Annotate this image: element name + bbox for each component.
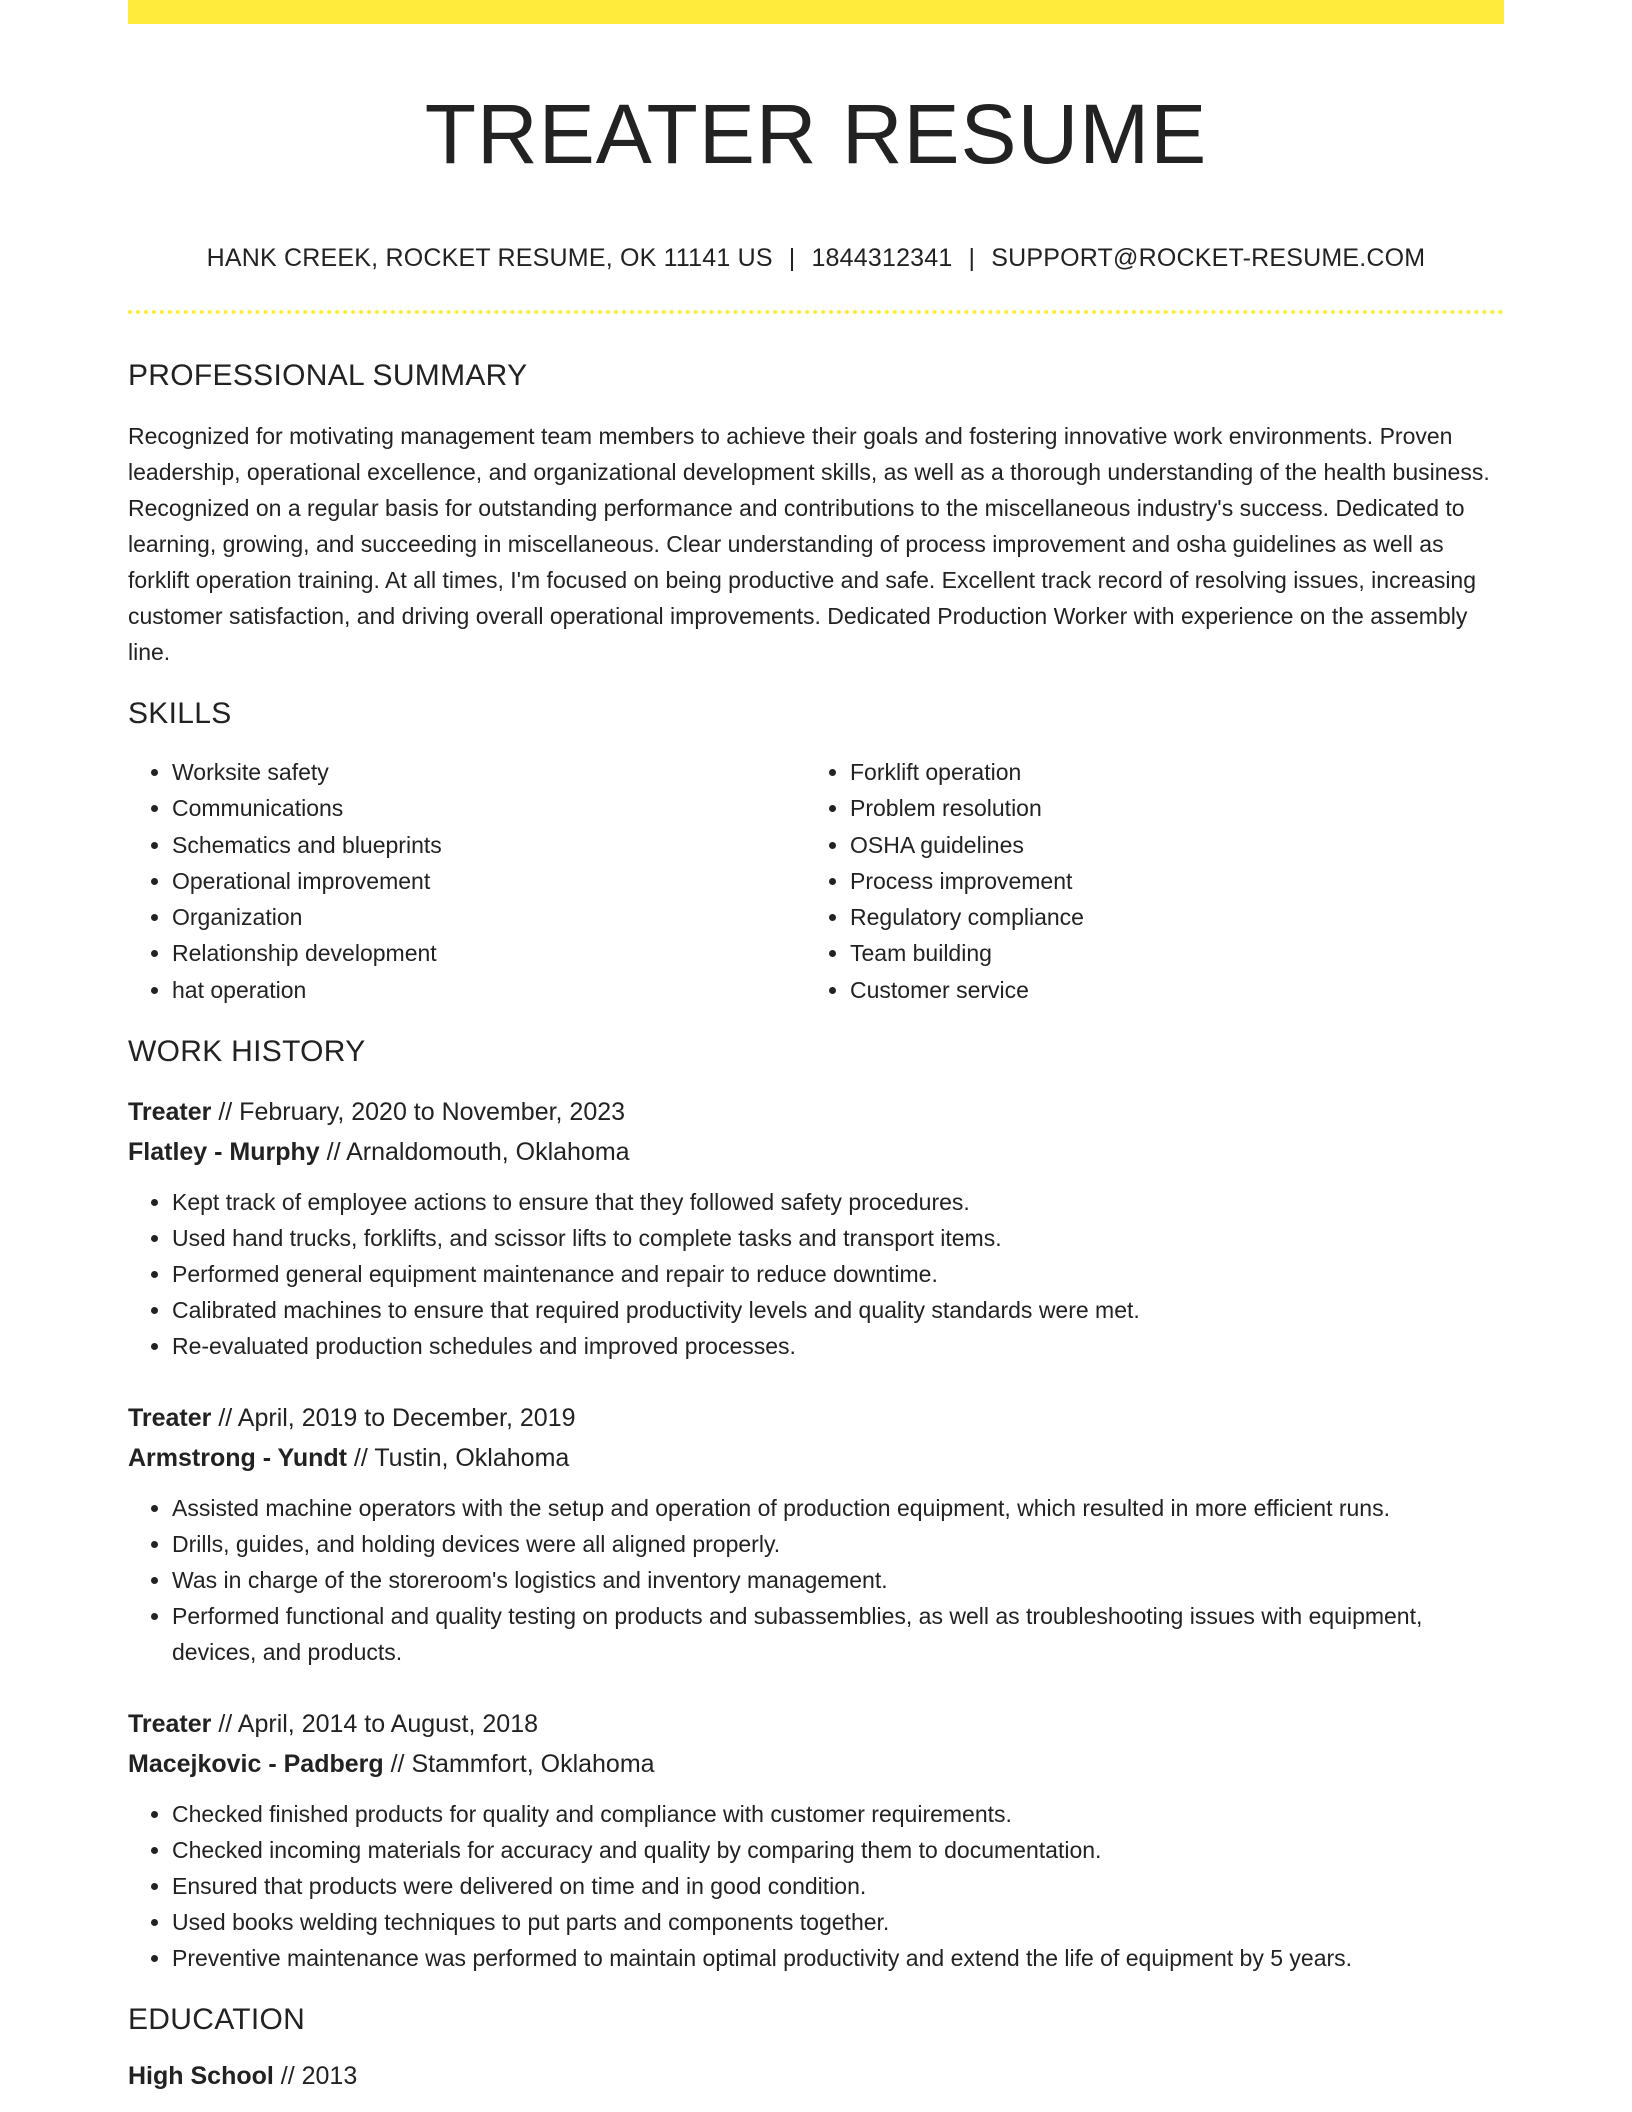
job-role: Treater [128, 1404, 212, 1433]
contact-address: HANK CREEK, ROCKET RESUME, OK 11141 US [206, 244, 773, 272]
job-duty: • Was in charge of the storeroom's logistics and inventory management. [172, 1562, 1504, 1598]
job-duty: • Used hand trucks, forklifts, and scissor lifts to complete tasks and transport items. [172, 1220, 1504, 1256]
accent-bar [128, 0, 1504, 24]
education-year: // 2013 [273, 2062, 358, 2091]
skills-list [128, 754, 1504, 1008]
skill-item: • Organization [172, 899, 806, 935]
job-title-line [128, 1092, 1504, 1132]
skills-column-left [128, 754, 806, 1008]
job-title-line [128, 1704, 1504, 1744]
job-role: Treater [128, 1710, 212, 1739]
job-duty: • Checked incoming materials for accuracy and quality by comparing them to documentation. [172, 1832, 1504, 1868]
skill-item: • Communications [172, 790, 806, 826]
skill-item: • Regulatory compliance [850, 899, 1484, 935]
job-location: // Stammfort, Oklahoma [383, 1750, 655, 1779]
job-location: // Tustin, Oklahoma [346, 1444, 570, 1473]
job-duty: • Calibrated machines to ensure that required productivity levels and quality standards were met. [172, 1292, 1504, 1328]
skill-item: • Relationship development [172, 935, 806, 971]
skills-column-right [806, 754, 1484, 1008]
job-company-line [128, 1132, 1504, 1172]
job-duty: • Kept track of employee actions to ensure that they followed safety procedures. [172, 1184, 1504, 1220]
job-duties [128, 1184, 1504, 1364]
skill-item: • Worksite safety [172, 754, 806, 790]
job-duty: • Drills, guides, and holding devices were all aligned properly. [172, 1526, 1504, 1562]
skill-item: • Schematics and blueprints [172, 827, 806, 863]
summary-text: Recognized for motivating management team members to achieve their goals and fostering innovative work environments. Proven leadership, operational excellence, and organizational development skills, as well as a thorough understanding of the health business. Recognized on a regular basis for outstanding performance and contributions to the miscellaneous industry's success. Dedicated to learning, growing, and succeeding in miscellaneous. Clear understanding of process improvement and osha guidelines as well as forklift operation training. At all times, I'm focused on being productive and safe. Excellent track record of resolving issues, increasing customer satisfaction, and driving overall operational improvements. Dedicated Production Worker with experience on the assembly line. [128, 423, 1490, 665]
skill-item: • OSHA guidelines [850, 827, 1484, 863]
resume-page [128, 0, 1504, 2096]
job-duties [128, 1796, 1504, 1976]
job-duties [128, 1490, 1504, 1670]
skills-heading: SKILLS [128, 697, 232, 730]
job-dates: // April, 2019 to December, 2019 [211, 1404, 576, 1433]
job-dates: // April, 2014 to August, 2018 [211, 1710, 539, 1739]
skill-item: • Team building [850, 935, 1484, 971]
skill-item: • Problem resolution [850, 790, 1484, 826]
skill-item: • Process improvement [850, 863, 1484, 899]
skill-item: • Customer service [850, 972, 1484, 1008]
job-duty: • Checked finished products for quality and compliance with customer requirements. [172, 1796, 1504, 1832]
job-dates: // February, 2020 to November, 2023 [211, 1098, 626, 1127]
job-company-line [128, 1438, 1504, 1478]
contact-separator: | [968, 244, 976, 272]
contact-line [128, 242, 1504, 274]
job-duty: • Performed functional and quality testing on products and subassemblies, as well as troubleshooting issues with equipment, devices, and products. [172, 1598, 1504, 1670]
job-role: Treater [128, 1098, 212, 1127]
contact-separator: | [788, 244, 796, 272]
skill-item: • Operational improvement [172, 863, 806, 899]
skill-item: • hat operation [172, 972, 806, 1008]
job-company: Flatley - Murphy [128, 1138, 320, 1167]
resume-title: TREATER RESUME [424, 87, 1208, 181]
job-location: // Arnaldomouth, Oklahoma [319, 1138, 630, 1167]
job-duty: • Ensured that products were delivered on time and in good condition. [172, 1868, 1504, 1904]
contact-phone: 1844312341 [811, 244, 953, 272]
contact-email: SUPPORT@ROCKET-RESUME.COM [991, 244, 1426, 272]
job-duty: • Assisted machine operators with the setup and operation of production equipment, which resulted in more efficient runs. [172, 1490, 1504, 1526]
job-company: Macejkovic - Padberg [128, 1750, 384, 1779]
job-entry [128, 1092, 1504, 1364]
summary-heading: PROFESSIONAL SUMMARY [128, 359, 528, 392]
header-divider [128, 310, 1504, 314]
education-entry [128, 2056, 1504, 2096]
work-history-heading: WORK HISTORY [128, 1035, 366, 1069]
job-duty: • Used books welding techniques to put parts and components together. [172, 1904, 1504, 1940]
job-duty: • Performed general equipment maintenance and repair to reduce downtime. [172, 1256, 1504, 1292]
job-duty: • Preventive maintenance was performed to maintain optimal productivity and extend the life of equipment by 5 years. [172, 1940, 1504, 1976]
job-entry [128, 1398, 1504, 1670]
education-degree: High School [128, 2062, 274, 2091]
job-company: Armstrong - Yundt [128, 1444, 347, 1473]
job-entry [128, 1704, 1504, 1976]
education-heading: EDUCATION [128, 2003, 306, 2037]
skill-item: • Forklift operation [850, 754, 1484, 790]
job-company-line [128, 1744, 1504, 1784]
job-title-line [128, 1398, 1504, 1438]
job-duty: • Re-evaluated production schedules and improved processes. [172, 1328, 1504, 1364]
